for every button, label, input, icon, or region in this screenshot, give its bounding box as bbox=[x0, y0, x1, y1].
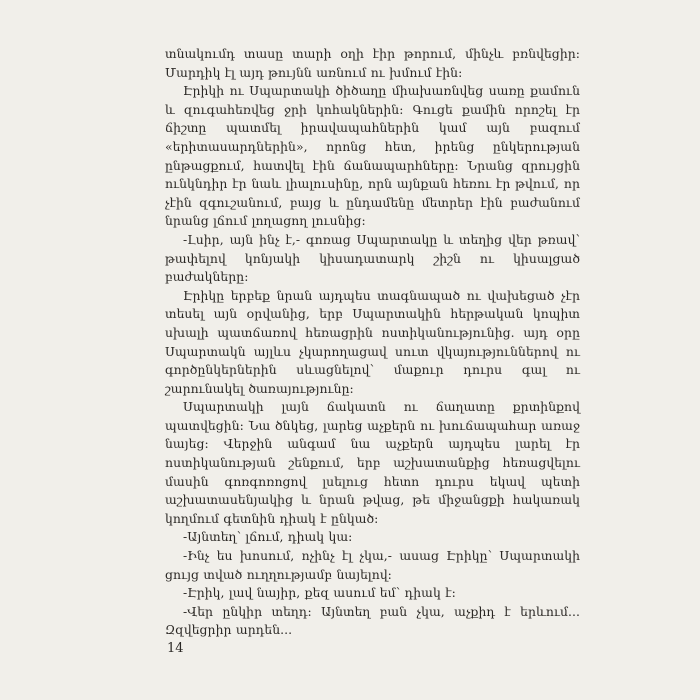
paragraph: տնակումդ տասը տարի օղի էիր թորում, մինչև բռնվեցիր: Մարդիկ էլ այդ թույնն առնում ու խմում էին: bbox=[165, 46, 580, 80]
paragraph: -Լսիր, այն ինչ է,- գոռաց Սպարտակը և տեղից վեր թռավ՝ թափելով կոնյակի կիսադատարկ շիշն ու կիսալցած բաժակները: bbox=[165, 231, 580, 285]
paragraph: Էրիկի ու Սպարտակի ծիծաղը միախառնվեց սառը քամուն և զուգահեռվեց ջրի կոհակներին: Գուցե քամին որոշել էր ճիշտը պատմել իրավապահներին կամ այն բազում «երիտասարդներին», որոնց հետ, իրենց ընկերության ընթացքում, հատվել էին ճանապարհները: Նրանց զրույցին ունկնդիր էր նաև լիալուսինը, որն այնքան հեռու էր թվում, որ չէին զգուշանում, բայց և ընդամենը մետրեր էին բաժանում նրանց լճում լողացող լուսնից: bbox=[165, 83, 580, 229]
body-text bbox=[165, 45, 580, 640]
paragraph: -Էրիկ, լավ նայիր, քեզ ասում եմ՝ դիակ է: bbox=[183, 585, 456, 601]
paragraph: -Այնտեղ՝ լճում, դիակ կա: bbox=[183, 529, 353, 545]
paragraph: Էրիկը երբեք նրան այդպես տագնապած ու վախեցած չէր տեսել այն օրվանից, երբ Սպարտակին հերթական կոպիտ սխալի պատճառով հեռացրին ոստիկանությունից. այդ օրը Սպարտակն այլևս չկարողացավ սուտ վկայություններով ու գործընկերներին սևացնելով՝ մաքուր դուրս գալ ու շարունակել ծառայությունը: bbox=[165, 287, 580, 396]
paragraph: Սպարտակի լայն ճակատն ու ճաղատը քրտինքով պատվեցին: Նա ծնկեց, լարեց աչքերն ու խուճապահար առաջ նայեց: Վերջին անգամ նա աչքերն այդպես լարել էր ոստիկանության շենքում, երբ աշխատանքից հեռացվելու մասին գոռգոռոցով լսելուց հետո դուրս եկավ պետի աշխատասենյակից և նրան թվաց, թե միջանցքի հակառակ կողմում գետնին դիակ է ընկած: bbox=[165, 399, 580, 526]
paragraph: -Ինչ ես խոսում, ոչինչ էլ չկա,- ասաց Էրիկը՝ Սպարտակի ցույց տված ուղղությամբ նայելով: bbox=[165, 548, 580, 582]
paragraph: -Վեր ընկիր տեղդ: Այնտեղ բան չկա, աչքիդ է երևում... Զզվեցրիր արդեն... bbox=[165, 603, 580, 638]
page-number: 14 bbox=[167, 641, 184, 656]
